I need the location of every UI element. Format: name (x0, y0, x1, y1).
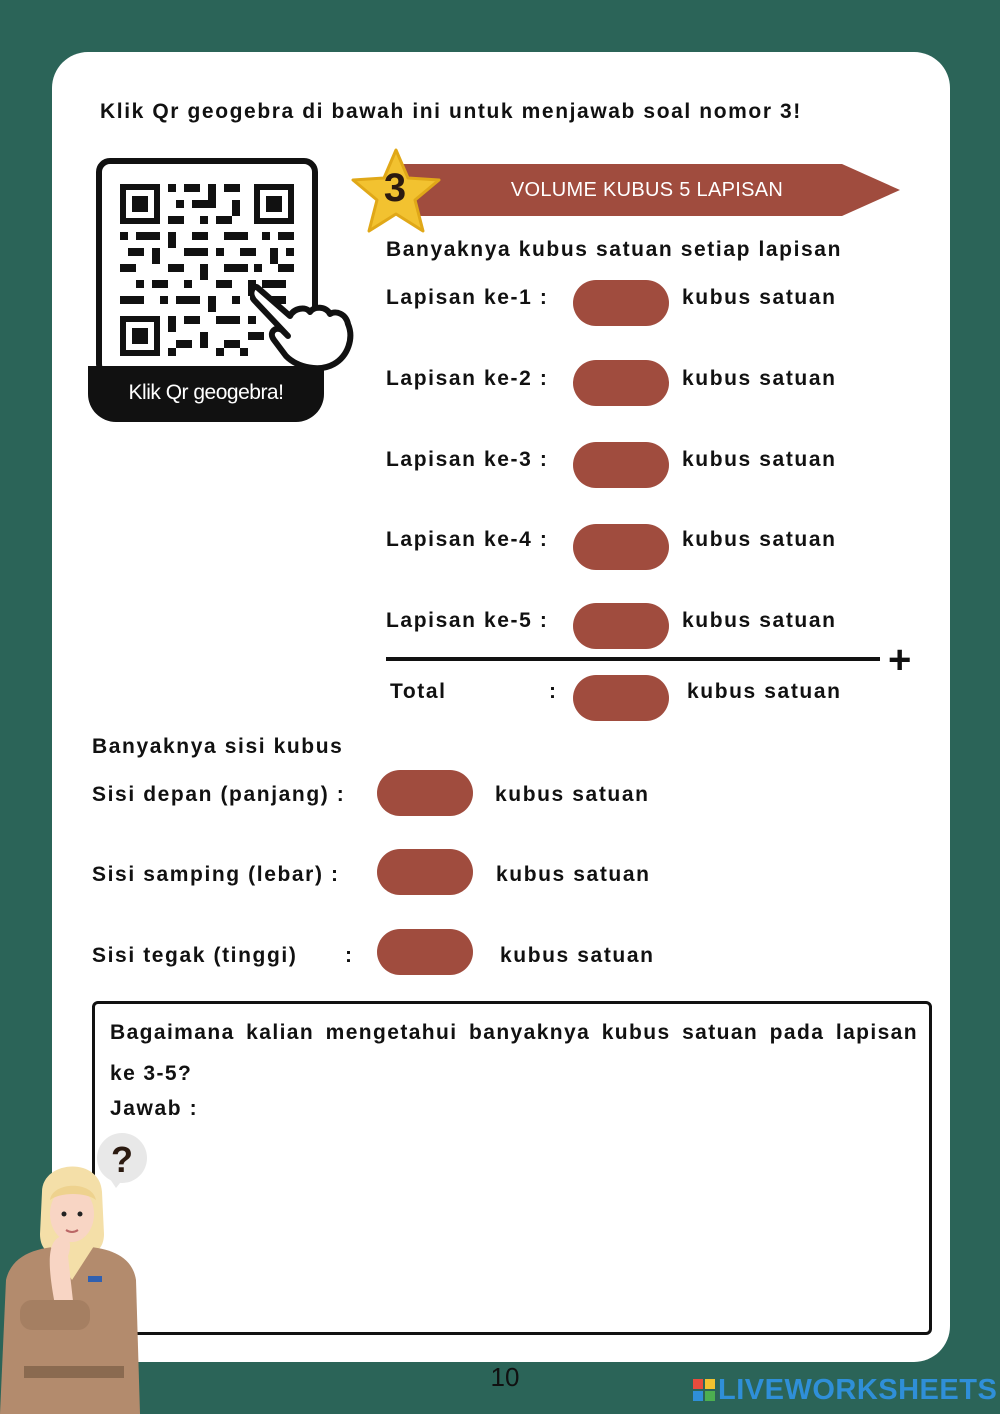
side-width-input[interactable] (377, 849, 473, 895)
layer-2-unit: kubus satuan (682, 367, 837, 390)
pointing-hand-icon (250, 282, 360, 372)
layer-4-input[interactable] (573, 524, 669, 570)
side-front-label: Sisi depan (panjang) : (92, 783, 346, 806)
layer-1-label: Lapisan ke-1 : (386, 286, 549, 309)
layer-3-input[interactable] (573, 442, 669, 488)
layer-4-label: Lapisan ke-4 : (386, 528, 549, 551)
page-number: 10 (490, 1362, 520, 1392)
side-front-unit: kubus satuan (495, 783, 650, 806)
total-unit: kubus satuan (687, 680, 842, 703)
side-front-input[interactable] (377, 770, 473, 816)
sum-line (386, 657, 880, 661)
plus-sign: + (888, 638, 912, 682)
sides-heading: Banyaknya sisi kubus (92, 735, 344, 758)
layer-3-label: Lapisan ke-3 : (386, 448, 549, 471)
liveworksheets-logo-icon (693, 1379, 715, 1401)
side-width-label: Sisi samping (lebar) : (92, 863, 340, 886)
instruction-text: Klik Qr geogebra di bawah ini untuk menjawab soal nomor 3! (100, 100, 802, 123)
answer-input[interactable] (170, 1130, 914, 1314)
layer-1-unit: kubus satuan (682, 286, 837, 309)
side-height-unit: kubus satuan (500, 944, 655, 967)
side-height-input[interactable] (377, 929, 473, 975)
layer-2-label: Lapisan ke-2 : (386, 367, 549, 390)
svg-text:?: ? (111, 1139, 133, 1180)
badge-number: 3 (383, 166, 407, 210)
layer-4-unit: kubus satuan (682, 528, 837, 551)
side-height-label: Sisi tegak (tinggi) (92, 944, 298, 967)
side-height-colon: : (345, 944, 354, 967)
thinking-character-illustration (0, 1130, 160, 1414)
layer-2-input[interactable] (573, 360, 669, 406)
banner-title: VOLUME KUBUS 5 LAPISAN (510, 179, 784, 201)
total-colon: : (549, 680, 558, 703)
layers-heading: Banyaknya kubus satuan setiap lapisan (386, 238, 843, 261)
total-input[interactable] (573, 675, 669, 721)
answer-label: Jawab : (110, 1097, 199, 1120)
side-width-unit: kubus satuan (496, 863, 651, 886)
layer-5-input[interactable] (573, 603, 669, 649)
brand-wordmark[interactable]: LIVEWORKSHEETS (718, 1374, 998, 1406)
layer-5-unit: kubus satuan (682, 609, 837, 632)
layer-3-unit: kubus satuan (682, 448, 837, 471)
layer-5-label: Lapisan ke-5 : (386, 609, 549, 632)
question-text: Bagaimana kalian mengetahui banyaknya kubus satuan pada lapisan ke 3-5? (110, 1021, 918, 1085)
qr-label[interactable]: Klik Qr geogebra! (88, 366, 324, 422)
layer-1-input[interactable] (573, 280, 669, 326)
total-label: Total (390, 680, 447, 703)
